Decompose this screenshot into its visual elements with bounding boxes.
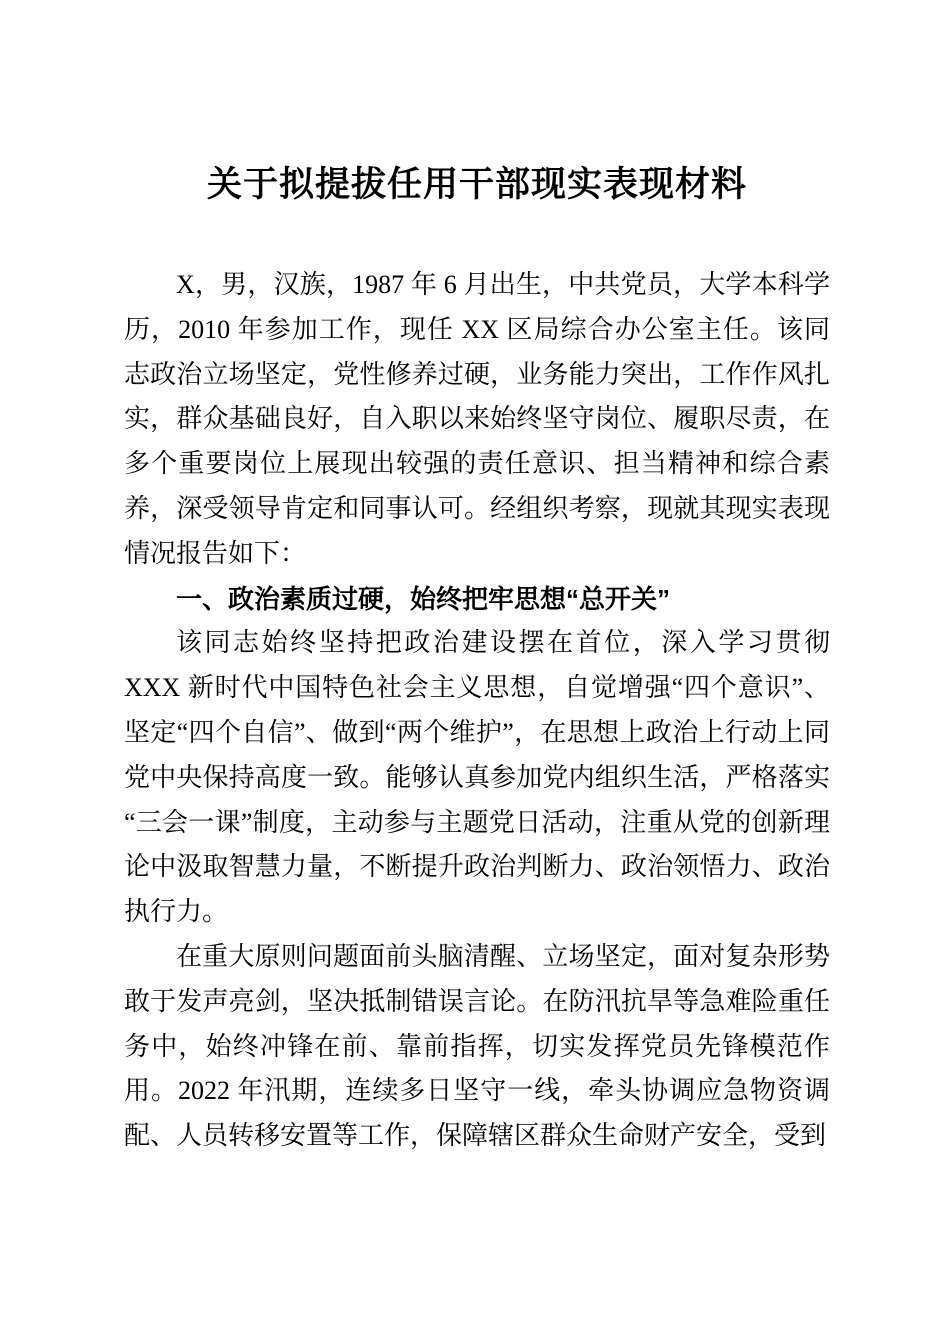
paragraph-principle-stance: 在重大原则问题面前头脑清醒、立场坚定，面对复杂形势敢于发声亮剑，坚决抵制错误言论。在防汛抗旱等急难险重任务中，始终冲锋在前、靠前指挥，切实发挥党员先锋模范作用。2022 年汛期，连续多日坚守一线，牵头协调应急物资调配、人员转移安置等工作，保障辖区群众生命财产安全，受到 bbox=[124, 941, 830, 1151]
document-body bbox=[124, 263, 830, 1159]
section-heading-1: 一、政治素质过硬，始终把牢思想“总开关” bbox=[176, 583, 671, 614]
document-title: 关于拟提拔任用干部现实表现材料 bbox=[206, 165, 747, 204]
paragraph-political-quality: 该同志始终坚持把政治建设摆在首位，深入学习贯彻 XXX 新时代中国特色社会主义思想，自觉增强“四个意识”、坚定“四个自信”、做到“两个维护”，在思想上政治上行动上同党中央保持高度一致。能够认真参加党内组织生活，严格落实“三会一课”制度，主动参与主题党日活动，注重从党的创新理论中汲取智慧力量，不断提升政治判断力、政治领悟力、政治执行力。 bbox=[124, 628, 830, 927]
paragraph-intro: X，男，汉族，1987 年 6 月出生，中共党员，大学本科学历，2010 年参加工作，现任 XX 区局综合办公室主任。该同志政治立场坚定，党性修养过硬，业务能力突出，工作作风扎实，群众基础良好，自入职以来始终坚守岗位、履职尽责，在多个重要岗位上展现出较强的责任意识、担当精神和综合素养，深受领导肯定和同事认可。经组织考察，现就其现实表现情况报告如下： bbox=[124, 270, 830, 568]
